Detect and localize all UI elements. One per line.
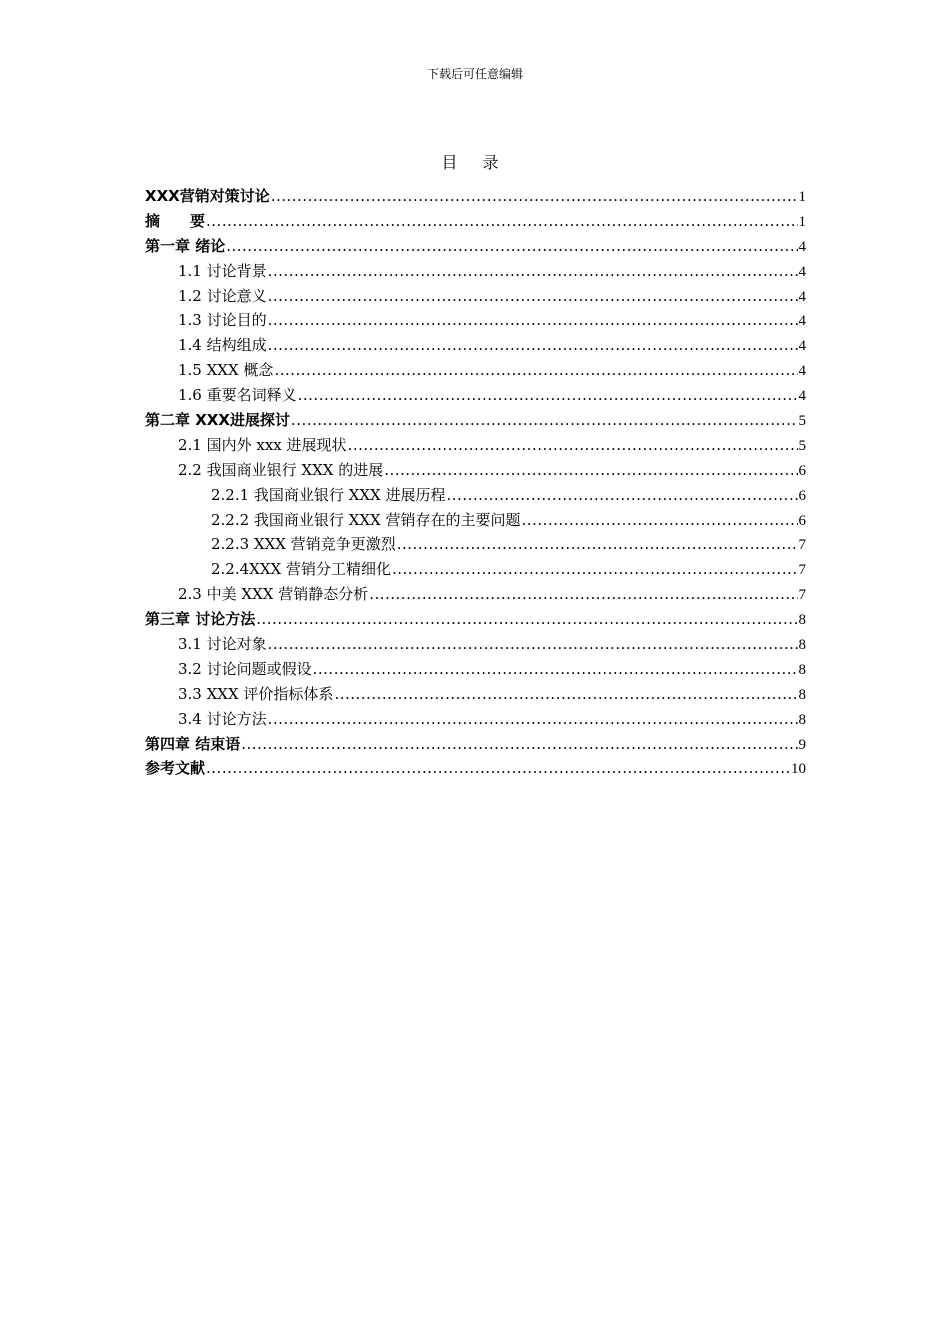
toc-entry-page-number: 5 — [798, 413, 806, 430]
toc-dot-leader — [274, 358, 797, 383]
toc-entry-title: 第一章 绪论 — [145, 236, 226, 255]
toc-entry-page-number: 8 — [798, 637, 806, 654]
toc-entry[interactable] — [145, 557, 806, 582]
toc-entry[interactable] — [145, 209, 806, 234]
table-of-contents — [145, 184, 806, 781]
toc-entry-title: 第三章 讨论方法 — [145, 610, 256, 629]
toc-entry-page-number: 1 — [798, 189, 806, 205]
toc-entry-page-number: 5 — [798, 437, 806, 454]
toc-entry-title: 第四章 结束语 — [145, 734, 241, 753]
toc-dot-leader — [384, 458, 797, 483]
toc-entry-title: XXX营销对策讨论 — [145, 187, 270, 205]
toc-dot-leader — [268, 333, 798, 358]
toc-entry-page-number: 10 — [791, 761, 806, 778]
toc-entry[interactable] — [145, 756, 806, 781]
toc-entry[interactable] — [145, 308, 806, 333]
toc-dot-leader — [397, 532, 798, 557]
toc-entry-title: 第二章 XXX进展探讨 — [145, 411, 290, 430]
toc-entry-page-number: 8 — [798, 711, 806, 728]
toc-entry-title: 2.2 我国商业银行 XXX 的进展 — [178, 460, 384, 479]
toc-dot-leader — [291, 408, 798, 433]
toc-entry[interactable] — [145, 284, 806, 309]
toc-entry-page-number: 7 — [798, 587, 806, 604]
toc-entry-page-number: 6 — [798, 512, 806, 529]
toc-entry[interactable] — [145, 607, 806, 632]
toc-entry[interactable] — [145, 657, 806, 682]
toc-entry-title: 3.2 讨论问题或假设 — [178, 659, 312, 678]
toc-entry[interactable] — [145, 184, 806, 209]
toc-entry-title: 3.4 讨论方法 — [178, 709, 267, 728]
toc-dot-leader — [268, 259, 798, 284]
toc-dot-leader — [298, 383, 798, 408]
toc-dot-leader — [268, 632, 798, 657]
toc-title: 目 录 — [441, 153, 509, 172]
toc-dot-leader — [241, 732, 797, 757]
toc-entry-page-number: 8 — [798, 661, 806, 678]
toc-dot-leader — [447, 483, 798, 508]
toc-entry[interactable] — [145, 333, 806, 358]
toc-entry-page-number: 4 — [798, 313, 806, 330]
page-header-note: 下载后可任意编辑 — [426, 67, 523, 81]
toc-entry[interactable] — [145, 383, 806, 408]
toc-entry-title: 2.1 国内外 xxx 进展现状 — [178, 435, 347, 454]
toc-dot-leader — [268, 308, 798, 333]
toc-entry-page-number: 4 — [798, 363, 806, 380]
toc-dot-leader — [256, 607, 797, 632]
toc-entry-title: 1.1 讨论背景 — [178, 261, 267, 280]
toc-entry-page-number: 6 — [798, 462, 806, 479]
toc-dot-leader — [313, 657, 798, 682]
toc-entry[interactable] — [145, 732, 806, 757]
toc-entry[interactable] — [145, 234, 806, 259]
toc-entry-title: 1.6 重要名词释义 — [178, 386, 297, 405]
toc-entry[interactable] — [145, 259, 806, 284]
toc-dot-leader — [334, 682, 797, 707]
toc-dot-leader — [226, 234, 797, 259]
toc-entry-page-number: 6 — [798, 487, 806, 504]
toc-entry[interactable] — [145, 632, 806, 657]
toc-entry-title: 1.3 讨论目的 — [178, 311, 267, 330]
toc-dot-leader — [206, 756, 790, 781]
toc-entry-page-number: 4 — [798, 263, 806, 280]
toc-entry-page-number: 7 — [798, 537, 806, 554]
toc-entry[interactable] — [145, 358, 806, 383]
toc-entry-title: 1.5 XXX 概念 — [178, 361, 274, 380]
toc-entry-title: 2.2.4XXX 营销分工精细化 — [211, 560, 391, 579]
toc-entry[interactable] — [145, 483, 806, 508]
toc-entry-title: 摘 要 — [145, 211, 206, 230]
toc-entry-title: 1.2 讨论意义 — [178, 286, 267, 305]
toc-entry[interactable] — [145, 433, 806, 458]
toc-entry[interactable] — [145, 408, 806, 433]
toc-entry[interactable] — [145, 582, 806, 607]
toc-dot-leader — [206, 209, 797, 234]
toc-entry[interactable] — [145, 682, 806, 707]
toc-entry-page-number: 4 — [798, 338, 806, 355]
toc-dot-leader — [268, 284, 798, 309]
toc-entry[interactable] — [145, 707, 806, 732]
toc-entry-title: 参考文献 — [145, 759, 206, 778]
toc-entry-title: 3.1 讨论对象 — [178, 635, 267, 654]
toc-dot-leader — [348, 433, 798, 458]
toc-entry-page-number: 4 — [798, 388, 806, 405]
toc-entry-title: 3.3 XXX 评价指标体系 — [178, 684, 334, 703]
toc-entry-page-number: 7 — [798, 562, 806, 579]
toc-entry-title: 2.2.3 XXX 营销竞争更激烈 — [211, 535, 396, 554]
toc-dot-leader — [271, 184, 798, 209]
toc-entry-page-number: 1 — [798, 213, 806, 230]
toc-entry-page-number: 9 — [798, 736, 806, 753]
toc-dot-leader — [268, 707, 798, 732]
toc-entry-page-number: 4 — [798, 288, 806, 305]
toc-dot-leader — [369, 582, 797, 607]
toc-entry[interactable] — [145, 458, 806, 483]
toc-entry-page-number: 4 — [798, 238, 806, 255]
toc-dot-leader — [392, 557, 798, 582]
toc-entry-page-number: 8 — [798, 612, 806, 629]
toc-entry[interactable] — [145, 532, 806, 557]
toc-dot-leader — [522, 508, 798, 533]
toc-entry-title: 2.2.2 我国商业银行 XXX 营销存在的主要问题 — [211, 510, 521, 529]
toc-entry-page-number: 8 — [798, 686, 806, 703]
toc-entry-title: 2.3 中美 XXX 营销静态分析 — [178, 585, 369, 604]
toc-entry-title: 1.4 结构组成 — [178, 336, 267, 355]
toc-entry-title: 2.2.1 我国商业银行 XXX 进展历程 — [211, 485, 446, 504]
toc-entry[interactable] — [145, 508, 806, 533]
